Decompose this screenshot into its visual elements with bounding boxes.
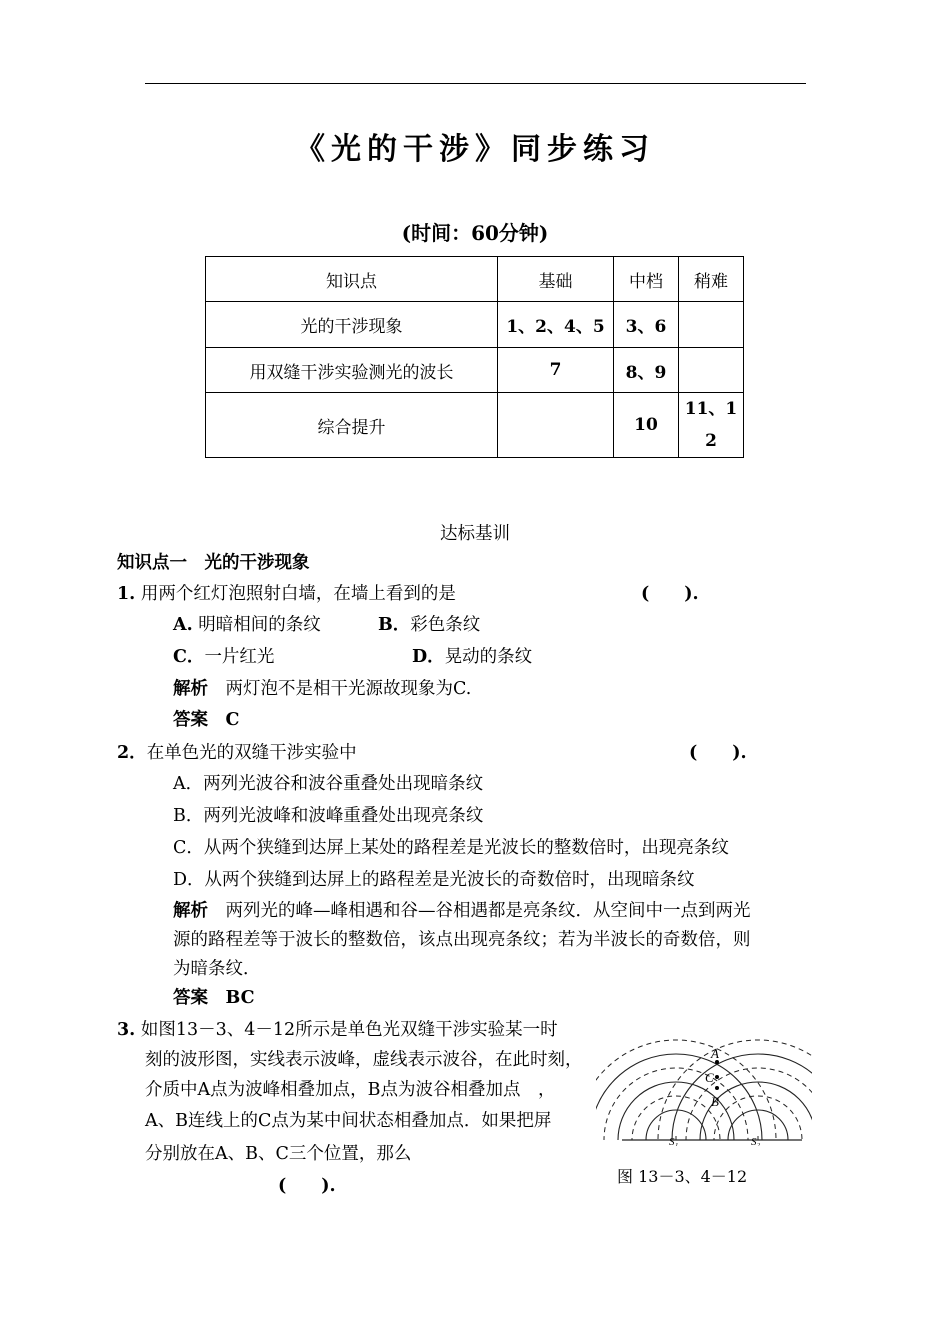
figure-caption: 图 13－3、4－12 xyxy=(617,1167,748,1186)
row1-topic: 光的干涉现象 xyxy=(206,302,498,348)
row2-basic: 7 xyxy=(498,348,614,393)
q3-line4: A、B连线上的C点为某中间状态相叠加点．如果把屏 xyxy=(145,1111,552,1131)
q2-analysis-text1: 两列光的峰—峰相遇和谷—谷相遇都是亮条纹．从空间中一点到两光 xyxy=(225,901,751,921)
header-topic: 知识点 xyxy=(206,257,498,302)
point-b-dot xyxy=(715,1086,719,1090)
label-s1: S₁ xyxy=(669,1136,679,1146)
label-a: A xyxy=(711,1046,719,1061)
table-row xyxy=(206,302,744,348)
q1-analysis xyxy=(173,675,471,700)
q2-option-d: D．从两个狭缝到达屏上的路程差是光波长的奇数倍时，出现暗条纹 xyxy=(173,870,695,890)
q1-option-a-label: A. xyxy=(173,615,193,635)
q1-bracket: ( ). xyxy=(641,584,699,604)
header-rule xyxy=(145,83,806,84)
knowledge-table xyxy=(205,256,744,458)
q2-analysis-line1 xyxy=(173,897,751,922)
s1-trough-2 xyxy=(604,1068,748,1146)
q3-line5: 分别放在A、B、C三个位置，那么 xyxy=(145,1144,412,1164)
q1-option-b-label: B． xyxy=(378,615,411,635)
q1-option-a-text: 明暗相间的条纹 xyxy=(198,615,321,635)
q1-option-b-text: 彩色条纹 xyxy=(410,615,481,635)
header-hard: 稍难 xyxy=(679,257,744,302)
s2-trough-3 xyxy=(658,1040,812,1146)
time-note: (时间：60分钟) xyxy=(401,221,549,245)
header-medium: 中档 xyxy=(614,257,679,302)
q3-number: 3. xyxy=(117,1020,136,1040)
header-basic: 基础 xyxy=(498,257,614,302)
page-title: 《光的干涉》同步练习 xyxy=(295,132,655,167)
point-c-dot xyxy=(715,1075,719,1079)
q1-analysis-label: 解析 xyxy=(173,679,208,699)
table-row xyxy=(206,393,744,458)
label-b: B xyxy=(711,1094,719,1109)
q3-line3: 介质中A点为波峰相叠加点，B点为波谷相叠加点 ， xyxy=(145,1080,556,1100)
label-c: C xyxy=(705,1070,714,1085)
q2-answer xyxy=(173,984,255,1009)
q2-answer-value: BC xyxy=(225,988,255,1008)
interference-figure xyxy=(596,1024,812,1146)
row1-basic: 1、2、4、5 xyxy=(498,302,614,348)
row3-hard-line2: 2 xyxy=(705,431,717,451)
q2-stem: 在单色光的双缝干涉实验中 xyxy=(146,743,357,763)
row3-medium: 10 xyxy=(614,393,679,458)
s2-crest-3 xyxy=(672,1054,812,1146)
q3-line2: 刻的波形图，实线表示波峰，虚线表示波谷，在此时刻， xyxy=(145,1050,583,1070)
q1-option-c-label: C． xyxy=(173,647,205,667)
row1-hard xyxy=(679,302,744,348)
q2-stem-line xyxy=(117,739,357,764)
q1-number: 1. xyxy=(117,584,136,604)
row2-hard xyxy=(679,348,744,393)
q2-option-a: A．两列光波谷和波谷重叠处出现暗条纹 xyxy=(173,774,484,794)
q1-option-d-label: D． xyxy=(412,647,445,667)
row3-basic xyxy=(498,393,614,458)
row2-medium: 8、9 xyxy=(614,348,679,393)
row2-topic: 用双缝干涉实验测光的波长 xyxy=(206,348,498,393)
kp1-heading: 知识点一 光的干涉现象 xyxy=(117,553,310,573)
q1-answer-value: C xyxy=(225,710,240,730)
q2-answer-label: 答案 xyxy=(173,988,208,1008)
q3-bracket: ( ). xyxy=(278,1176,336,1196)
table-row xyxy=(206,348,744,393)
section-title: 达标基训 xyxy=(440,524,510,544)
label-s2: S₂ xyxy=(751,1136,761,1146)
row3-hard xyxy=(679,393,744,458)
q2-analysis-label: 解析 xyxy=(173,901,208,921)
q1-option-a xyxy=(173,611,321,636)
q1-answer-label: 答案 xyxy=(173,710,208,730)
q2-number: 2． xyxy=(117,743,147,763)
q2-analysis-line3: 为暗条纹． xyxy=(173,959,261,979)
q2-option-b: B．两列光波峰和波峰重叠处出现亮条纹 xyxy=(173,806,484,826)
q1-option-d xyxy=(412,643,532,668)
row1-medium: 3、6 xyxy=(614,302,679,348)
row3-hard-line1: 11、1 xyxy=(684,399,738,419)
row3-topic: 综合提升 xyxy=(206,393,498,458)
q3-line1 xyxy=(117,1016,558,1041)
q1-option-b xyxy=(378,611,480,636)
q1-option-c-text: 一片红光 xyxy=(204,647,275,667)
table-header-row xyxy=(206,257,744,302)
q1-option-d-text: 晃动的条纹 xyxy=(444,647,533,667)
q2-analysis-line2: 源的路程差等于波长的整数倍，该点出现亮条纹；若为半波长的奇数倍，则 xyxy=(173,930,751,950)
q1-stem: 用两个红灯泡照射白墙，在墙上看到的是 xyxy=(140,584,456,604)
q1-stem-line xyxy=(117,580,456,605)
q1-option-c xyxy=(173,643,274,668)
s1-crest-3 xyxy=(596,1054,762,1146)
q2-bracket: ( ). xyxy=(689,743,747,763)
q3-line1-text: 如图13－3、4－12所示是单色光双缝干涉实验某一时 xyxy=(140,1020,558,1040)
q1-answer xyxy=(173,706,239,731)
q2-option-c: C．从两个狭缝到达屏上某处的路程差是光波长的整数倍时，出现亮条纹 xyxy=(173,838,729,858)
q1-analysis-text: 两灯泡不是相干光源故现象为C. xyxy=(225,679,472,699)
